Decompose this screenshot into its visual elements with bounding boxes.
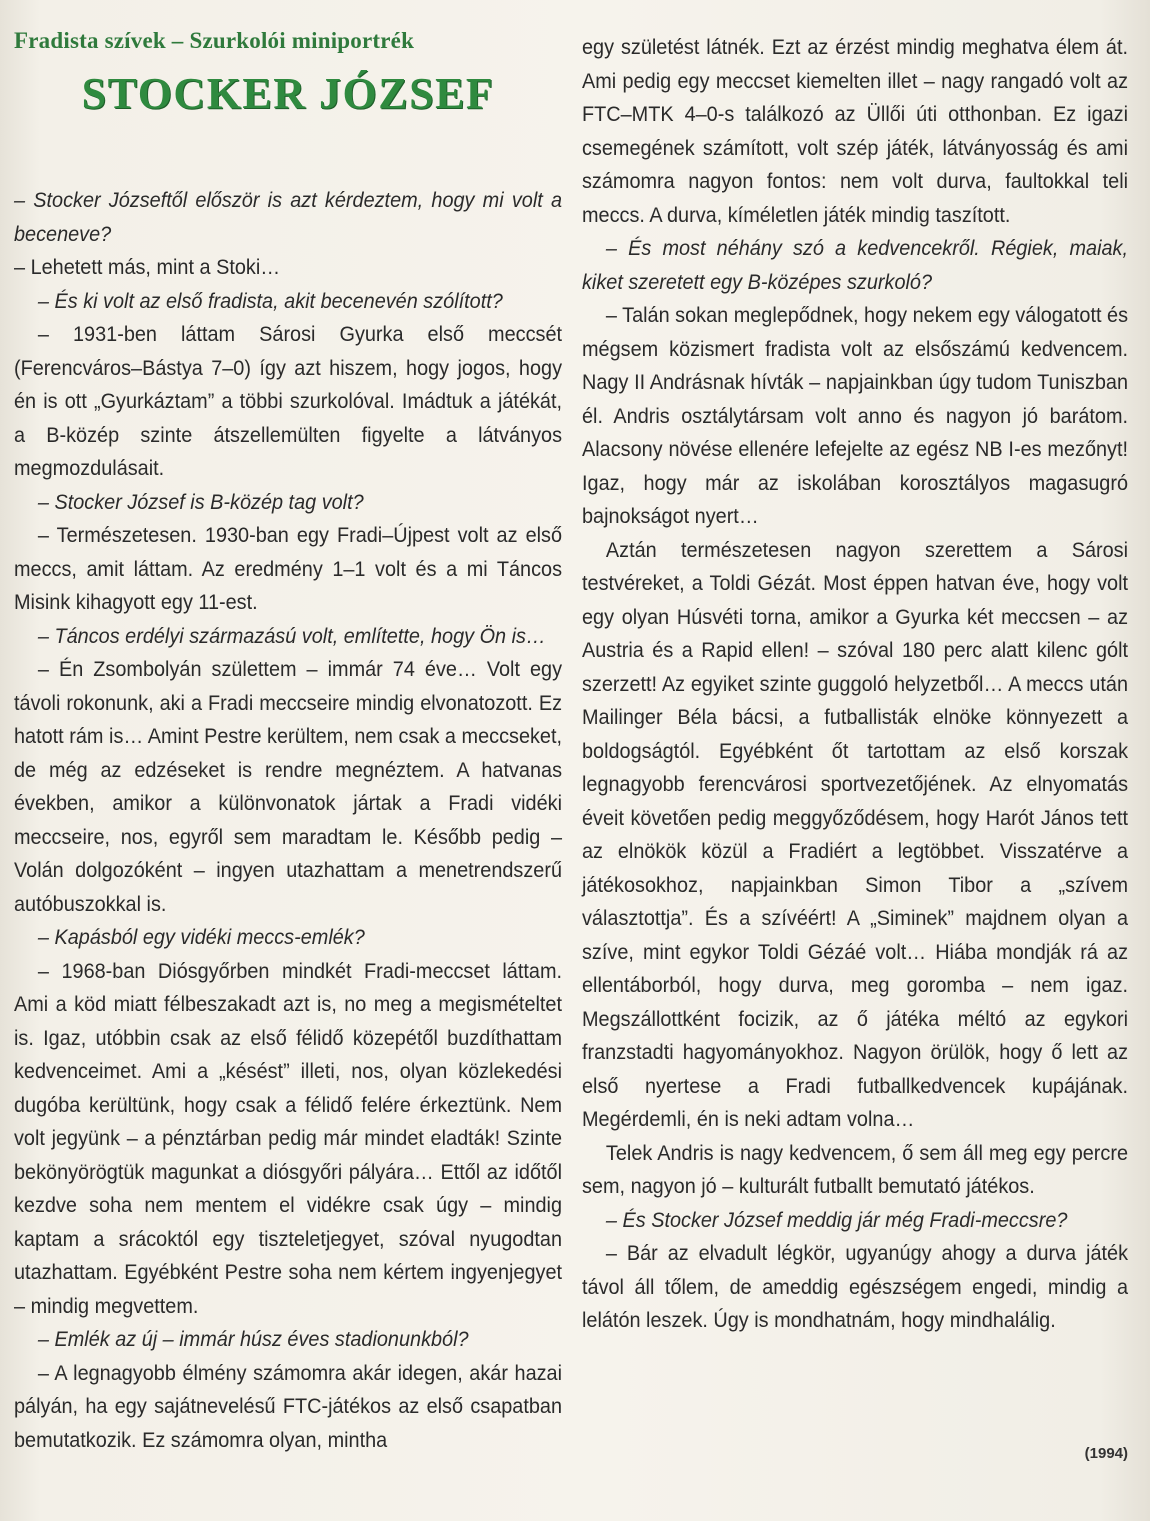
left-column-body bbox=[14, 183, 562, 1456]
interview-question: – Stocker József is B-közép tag volt? bbox=[37, 488, 364, 514]
interview-paragraph: Aztán természetesen nagyon szerettem a Sárosi testvéreket, a Toldi Gézát. Most éppen hatvan éve, hogy volt egy olyan Húsvéti torna, amikor a Gyurka két meccsen – az Austria és a Rapid ellen! – szóval 180 perc alatt kilenc gólt szerzett! Az egyiket szinte guggoló helyzetből… A meccs után Mailinger Béla bácsi, a futballisták elnöke könnyezett a boldogságtól. Egyébként őt tartottam az első korszak legnagyobb ferencvárosi sportvezetőjének. Az elnyomatás éveit követően pedig meggyőződésem, hogy Harót János tett az elnökök közül a Fradiért a legtöbbet. Visszatérve a játékosokhoz, napjainkban Simon Tibor a „szívem választottja”. És a szívéért! A „Siminek” majdnem olyan a szíve, mint egykor Toldi Gézáé volt… Hiába mondják rá az ellentáborból, hogy durva, meg goromba – nem igaz. Megszállottként focizik, az ő játéka méltó az egykori franzstadti hagyományokhoz. Nagyon örülök, hogy ő lett az első nyertese a Fradi futballkedvencek kupájának. Megérdemli, én is neki adtam volna… bbox=[582, 536, 1129, 1131]
interview-question: – És ki volt az első fradista, akit becenevén szólított? bbox=[37, 287, 503, 313]
article-title: STOCKER JÓZSEF bbox=[81, 69, 495, 118]
interview-paragraph: – Én Zsombolyán születtem – immár 74 éve… Volt egy távoli rokonunk, aki a Fradi meccseire mindig elvonatozott. Ez hatott rám is… Amint Pestre kerültem, nem csak a meccseket, de még az edzéseket is rendre megnéztem. A hatvanas években, amikor a különvonatok jártak a Fradi vidéki meccseire, nos, egyről sem maradtam le. Később pedig – Volán dolgozóként – ingyen utazhattam a menetrendszerű autóbuszokkal is. bbox=[14, 656, 563, 916]
interview-paragraph: – Talán sokan meglepődnek, hogy nekem egy válogatott és mégsem közismert fradista volt az elsőszámú kedvencem. Nagy II Andrásnak hívták – napjainkban úgy tudom Tuniszban él. Andris osztálytársam volt anno és nagyon jó barátom. Alacsony növése ellenére lefejelte az egész NB I-es mezőnyt! Igaz, hogy már az iskolában korosztályos magasugró bajnokságot nyert… bbox=[582, 302, 1129, 528]
interview-paragraph: – 1931-ben láttam Sárosi Gyurka első meccsét (Ferencváros–Bástya 7–0) így azt hiszem, hogy jogos, hogy én is ott „Gyurkáztam” a többi szurkolóval. Imádtuk a játékát, a B-közép szinte átszellemülten figyelte a látványos megmozdulásait. bbox=[14, 321, 563, 480]
interview-paragraph: – Természetesen. 1930-ban egy Fradi–Újpest volt az első meccs, amit láttam. Az eredmény 1–1 volt és a mi Táncos Misink kihagyott egy 11-est. bbox=[14, 522, 563, 614]
section-header: Fradista szívek – Szurkolói miniportrék bbox=[14, 28, 415, 53]
interview-question: – Emlék az új – immár húsz éves stadionunkból? bbox=[37, 1326, 469, 1351]
interview-question: – Stocker Józseftől először is azt kérdeztem, hogy mi volt a beceneve? bbox=[14, 187, 563, 246]
interview-question: – És most néhány szó a kedvencekről. Régiek, maiak, kiket szeretett egy B-középes szurkoló? bbox=[582, 235, 1129, 294]
right-column-body bbox=[582, 30, 1128, 1337]
interview-paragraph: – 1968-ban Diósgyőrben mindkét Fradi-meccset láttam. Ami a köd miatt félbeszakadt azt is, no meg a megismételtet is. Igaz, utóbbin csak az első félidő közepétől buzdíthattam kedvenceimet. Ami a „késést” illeti, nos, olyan közlekedési dugóba kerültünk, hogy csak a félidő felére érkeztünk. Nem volt jegyünk – a pénztárban pedig már mindet eladták! Szinte bekönyörögtük magunkat a diósgyőri pályára… Ettől az időtől kezdve soha nem mentem el vidékre csak úgy – mindig kaptam a srácoktól egy tiszteletjegyet, szóval nyugodtan utazhattam. Egyébként Pestre soha nem kértem ingyenjegyet – mindig megvettem. bbox=[14, 957, 563, 1318]
left-column bbox=[14, 28, 562, 1456]
interview-paragraph: egy születést látnék. Ezt az érzést mindig meghatva élem át. Ami pedig egy meccset kiemelten illet – nagy rangadó volt az FTC–MTK 4–0-s találkozó az Üllői úti otthonban. Ez igazi csemegének számított, volt szép játék, látványosság és ami számomra nagyon fontos: nem volt durva, faultokkal teli meccs. A durva, kíméletlen játék mindig taszított. bbox=[582, 34, 1129, 227]
interview-question: – És Stocker József meddig jár még Fradi-meccsre? bbox=[605, 1206, 1068, 1232]
publication-year: (1994) bbox=[1084, 1445, 1128, 1462]
interview-question: – Táncos erdélyi származású volt, említette, hogy Ön is… bbox=[37, 622, 546, 648]
interview-paragraph: – Lehetett más, mint a Stoki… bbox=[14, 254, 281, 279]
right-column bbox=[582, 30, 1128, 1337]
interview-question: – Kapásból egy vidéki meccs-emlék? bbox=[37, 924, 365, 949]
interview-paragraph: – Bár az elvadult légkör, ugyanúgy ahogy a durva játék távol áll tőlem, de ameddig egészségem engedi, mindig a lelátón leszek. Úgy is mondhatnám, hogy mindhalálig. bbox=[582, 1240, 1129, 1332]
interview-paragraph: Telek Andris is nagy kedvencem, ő sem áll meg egy percre sem, nagyon jó – kulturált futballt bemutató játékos. bbox=[582, 1139, 1129, 1198]
interview-paragraph: – A legnagyobb élmény számomra akár idegen, akár hazai pályán, ha egy sajátnevelésű FTC-játékos az első csapatban bemutatkozik. Ez számomra olyan, mintha bbox=[14, 1359, 563, 1452]
